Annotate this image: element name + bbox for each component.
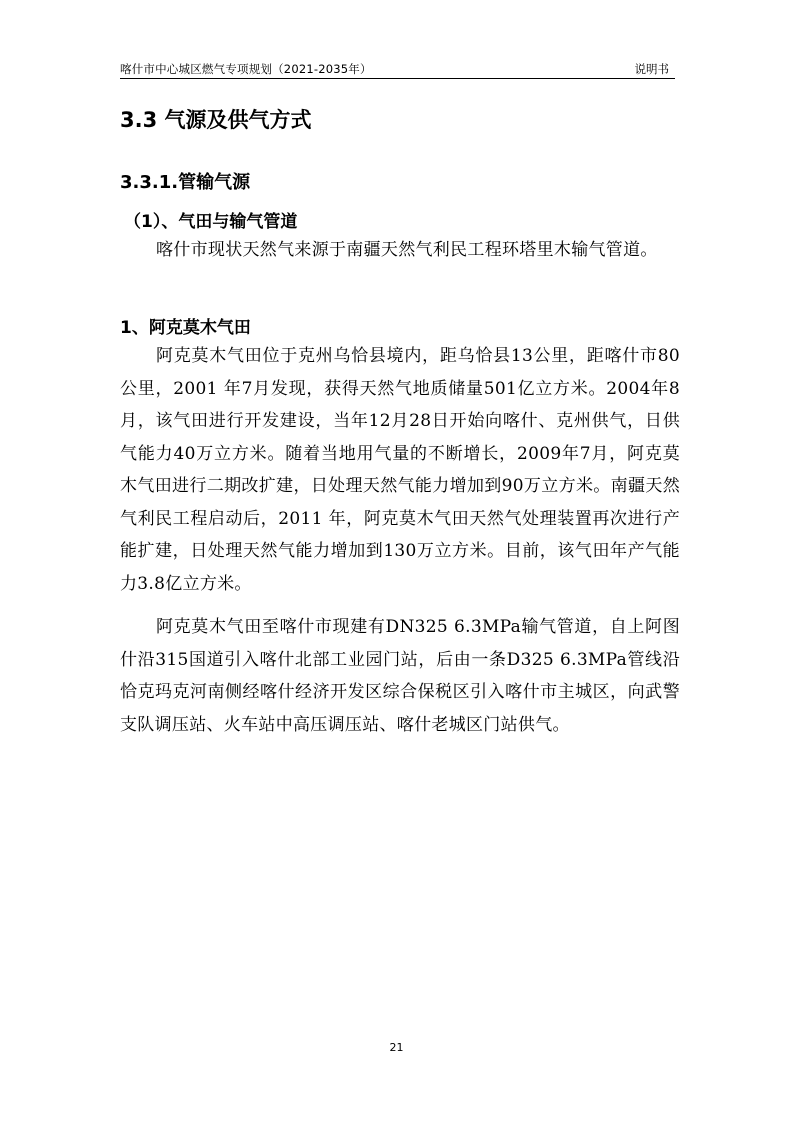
section-heading: 3.3 气源及供气方式 xyxy=(120,108,312,132)
paragraph-field-history: 阿克莫木气田位于克州乌恰县境内，距乌恰县13公里，距喀什市80公里，2001 年7月发现，获得天然气地质储量501亿立方米。2004年8月，该气田进行开发建设，当年12月28日开始向喀什、克州供气，日供气能力40万立方米。随着当地用气量的不断增长，2009年7月，阿克莫木气田进行二期改扩建，日处理天然气能力增加到90万立方米。南疆天然气利民工程启动后，2011 年，阿克莫木气田天然气处理装置再次进行产能扩建，日处理天然气能力增加到130万立方米。目前，该气田年产气能力3.8亿立方米。 xyxy=(120,346,680,594)
paragraph-gas-source: 喀什市现状天然气来源于南疆天然气利民工程环塔里木输气管道。 xyxy=(156,240,658,260)
item-heading-gas-field-pipeline: （1）、气田与输气管道 xyxy=(124,212,298,232)
document-type: 说明书 xyxy=(634,62,669,76)
page-header xyxy=(120,58,675,79)
document-title: 喀什市中心城区燃气专项规划（2021-2035年） xyxy=(120,62,372,76)
item-heading-akemomu-field: 1、阿克莫木气田 xyxy=(120,318,251,338)
page-number: 21 xyxy=(389,1041,404,1054)
paragraph-pipeline-route: 阿克莫木气田至喀什市现建有DN325 6.3MPa输气管道，自上阿图什沿315国道引入喀什北部工业园门站，后由一条D325 6.3MPa管线沿恰克玛克河南侧经喀什经济开发区综合保税区引入喀什市主城区，向武警支队调压站、火车站中高压调压站、喀什老城区门站供气。 xyxy=(120,617,680,735)
subsection-heading: 3.3.1.管输气源 xyxy=(120,172,251,193)
